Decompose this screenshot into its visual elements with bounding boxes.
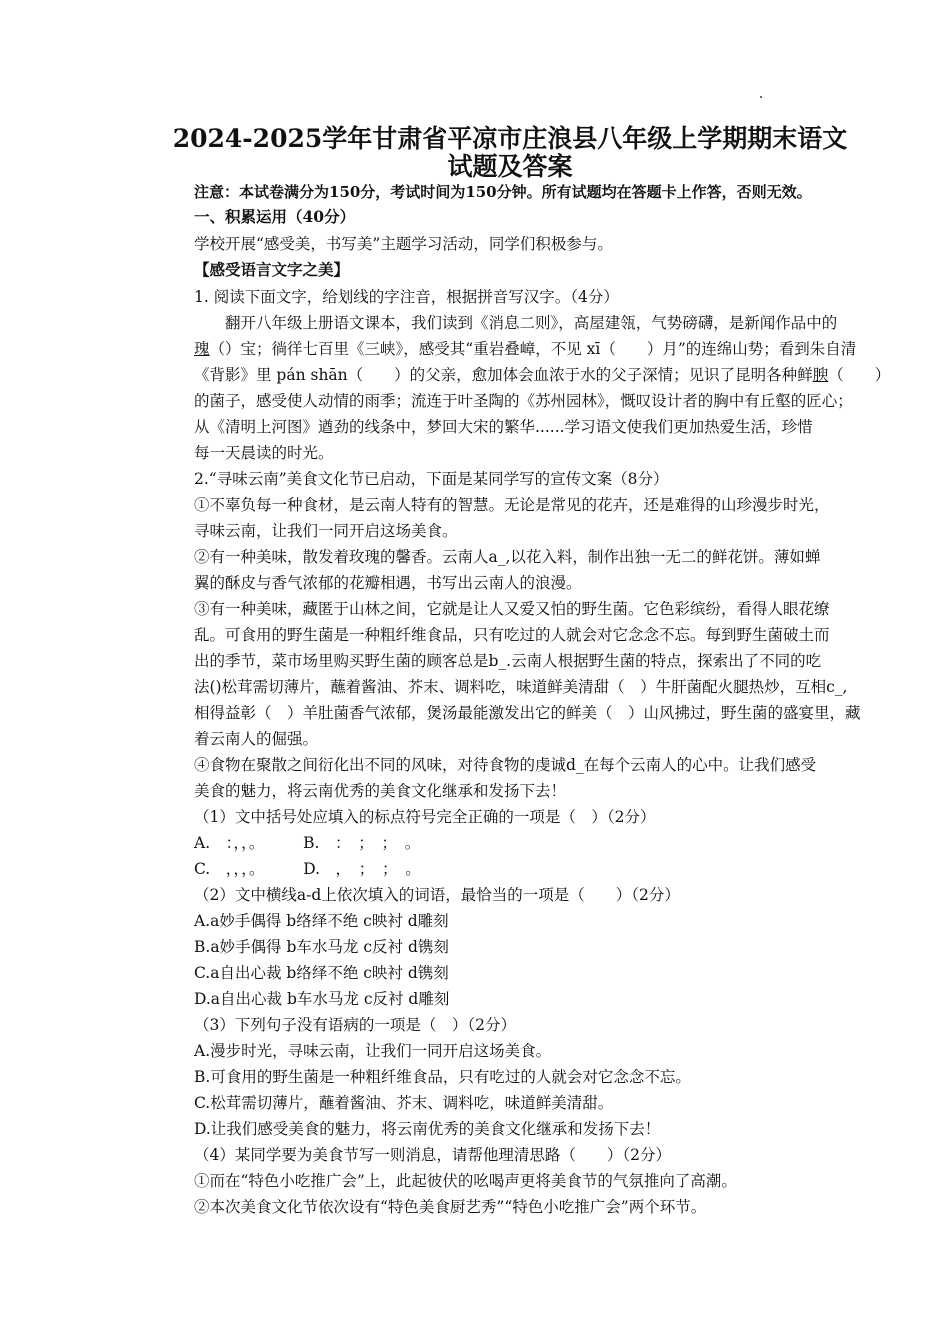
question-2-stem: 2.“寻味云南”美食文化节已启动，下面是某同学写的宣传文案（8分）: [194, 470, 669, 488]
sub-question-4-item: ②本次美食文化节依次设有“特色美食厨艺秀”“特色小吃推广会”两个环节。: [194, 1198, 707, 1216]
question-2-line: 翼的酥皮与香气浓郁的花瓣相遇，书写出云南人的浪漫。: [194, 574, 582, 592]
underlined-char: 瑰: [194, 340, 210, 358]
sub-question-4-item: ①而在“特色小吃推广会”上，此起彼伏的吆喝声更将美食节的气氛推向了高潮。: [194, 1172, 737, 1190]
question-1-line-1: 翻开八年级上册语文课本，我们读到《消息二则》，高屋建瓴，气势磅礴，是新闻作品中的: [194, 314, 838, 332]
question-1-line-4: 的菌子，感受使人动情的雨季；流连于叶圣陶的《苏州园林》，慨叹设计者的胸中有丘壑的匠心；: [194, 392, 853, 410]
sub-question-1-options-cd: C. ，，，。 D. ， ； ； 。: [194, 860, 421, 878]
question-2-line: ③有一种美味，藏匿于山林之间，它就是让人又爱又怕的野生菌。它色彩缤纷，看得人眼花缭: [194, 600, 830, 618]
sub-question-2-stem: （2）文中横线a-d上依次填入的词语，最恰当的一项是（ ）（2分）: [194, 886, 680, 904]
section-subheading: 【感受语言文字之美】: [194, 260, 350, 279]
sub-question-2-option: D.a自出心裁 b车水马龙 c反衬 d雕刻: [194, 990, 450, 1008]
sub-question-4-stem: （4）某同学要为美食节写一则消息，请帮他理清思路（ ）（2分）: [194, 1146, 671, 1164]
section-intro: 学校开展“感受美，书写美”主题学习活动，同学们积极参与。: [194, 235, 613, 253]
question-1-line-5: 从《清明上河图》遒劲的线条中，梦回大宋的繁华......学习语文使我们更加热爱生活，珍惜: [194, 418, 813, 436]
question-2-line: 美食的魅力，将云南优秀的美食文化继承和发扬下去！: [194, 782, 567, 800]
sub-question-3-option: D.让我们感受美食的魅力，将云南优秀的美食文化继承和发扬下去！: [194, 1120, 661, 1138]
sub-question-3-option: B.可食用的野生菌是一种粗纤维食品，只有吃过的人就会对它念念不忘。: [194, 1068, 691, 1086]
question-2-line: 出的季节，菜市场里购买野生菌的顾客总是b_.云南人根据野生菌的特点，探索出了不同的吃: [194, 652, 822, 670]
question-2-line: 相得益彰（ ）羊肚菌香气浓郁，煲汤最能激发出它的鲜美（ ）山风拂过，野生菌的盛宴里，藏: [194, 704, 861, 722]
question-2-line: 着云南人的倔强。: [194, 730, 319, 748]
question-2-line: ①不辜负每一种食材，是云南人特有的智慧。无论是常见的花卉，还是难得的山珍漫步时光，: [194, 496, 830, 514]
scan-dot: [760, 96, 762, 98]
question-1-stem: 1. 阅读下面文字，给划线的字注音，根据拼音写汉字。（4分）: [194, 288, 619, 306]
question-2-line: 法()松茸需切薄片，蘸着酱油、芥末、调料吃，味道鲜美清甜（ ）牛肝菌配火腿热炒，互相c_,: [194, 678, 848, 696]
question-1-line-6: 每一天晨读的时光。: [194, 444, 334, 462]
paren-open: （: [209, 340, 226, 358]
question-2-line: 寻味云南，让我们一同开启这场美食。: [194, 522, 458, 540]
sub-question-2-option: A.a妙手偶得 b络绎不绝 c映衬 d雕刻: [194, 912, 449, 930]
document-title-line1: 2024-2025学年甘肃省平凉市庄浪县八年级上学期期末语文: [172, 124, 848, 153]
section-heading: 一、积累运用（40分）: [194, 207, 356, 226]
exam-notice: 注意：本试卷满分为150分，考试时间为150分钟。所有试题均在答题卡上作答，否则无效。: [194, 183, 812, 201]
underlined-char: 腴: [812, 366, 829, 384]
question-1-line-3: 《背影》里 pán shān（ ）的父亲，愈加体会血浓于水的父子深情；见识了昆明各种鲜腴（ ）: [194, 366, 891, 384]
sub-question-2-option: B.a妙手偶得 b车水马龙 c反衬 d镌刻: [194, 938, 449, 956]
question-2-line: 乱。可食用的野生菌是一种粗纤维食品，只有吃过的人就会对它念念不忘。每到野生菌破土而: [194, 626, 830, 644]
question-2-line: ②有一种美味，散发着玫瑰的馨香。云南人a_,以花入料，制作出独一无二的鲜花饼。薄如蝉: [194, 548, 821, 566]
sub-question-3-stem: （3）下列句子没有语病的一项是（ ）（2分）: [194, 1016, 516, 1034]
sub-question-1-stem: （1）文中括号处应填入的标点符号完全正确的一项是（ ）（2分）: [194, 808, 656, 826]
question-1-line-2: 瑰（）宝；徜徉七百里《三峡》，感受其“重岩叠嶂，不见 xī（ ）月”的连绵山势；看到朱自清: [194, 340, 857, 358]
sub-question-3-option: C.松茸需切薄片，蘸着酱油、芥末、调料吃，味道鲜美清甜。: [194, 1094, 614, 1112]
question-2-line: ④食物在聚散之间衍化出不同的风味，对待食物的虔诚d_在每个云南人的心中。让我们感受: [194, 756, 817, 774]
sub-question-2-option: C.a自出心裁 b络绎不绝 c映衬 d镌刻: [194, 964, 449, 982]
sub-question-3-option: A.漫步时光，寻味云南，让我们一同开启这场美食。: [194, 1042, 552, 1060]
sub-question-1-options-ab: A. ：，，。 B. ： ； ； 。: [194, 834, 421, 852]
document-title-line2: 试题及答案: [447, 152, 573, 181]
